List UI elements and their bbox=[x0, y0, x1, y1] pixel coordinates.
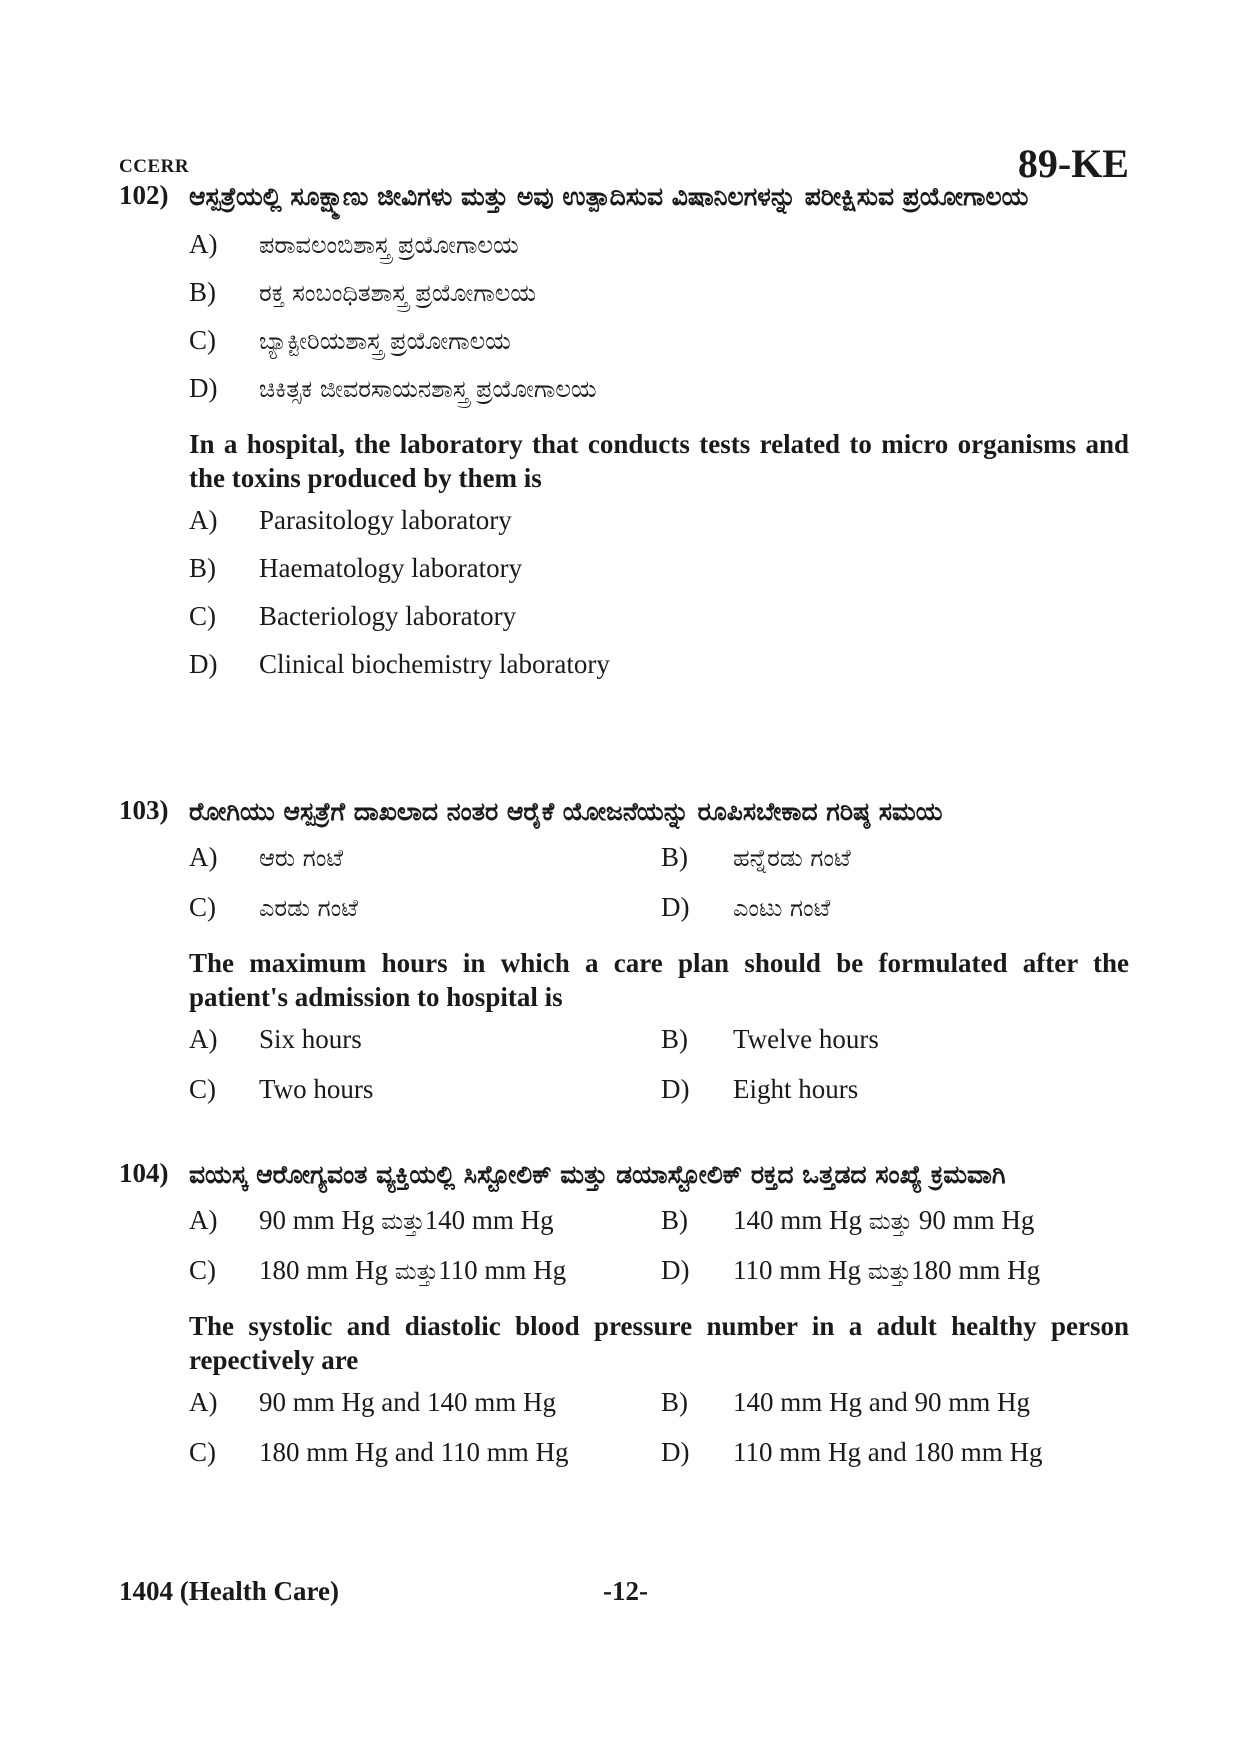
options-cd-english: C) Two hours D) Eight hours bbox=[189, 1074, 859, 1104]
question-text-kannada: ರೋಗಿಯು ಆಸ್ಪತ್ರೆಗೆ ದಾಖಲಾದ ನಂತರ ಆರೈಕೆ ಯೋಜನೆಯನ್ನು ರೂಪಿಸಬೇಕಾದ ಗರಿಷ್ಠ ಸಮಯ bbox=[189, 797, 943, 826]
option-a-kannada: A) ಪರಾವಲಂಬಿಶಾಸ್ತ್ರ ಪ್ರಯೋಗಾಲಯ bbox=[189, 229, 519, 259]
page-number: -12- bbox=[603, 1576, 648, 1606]
question-103 bbox=[119, 795, 1129, 1124]
option-a-english: A) Parasitology laboratory bbox=[189, 505, 512, 535]
option-d-english: D) Clinical biochemistry laboratory bbox=[189, 649, 610, 679]
question-102 bbox=[119, 180, 1129, 697]
question-104 bbox=[119, 1158, 1129, 1487]
footer-subject: 1404 (Health Care) bbox=[119, 1576, 339, 1606]
option-b-english: B) Haematology laboratory bbox=[189, 553, 523, 583]
question-text-english: The maximum hours in which a care plan should be formulated after the patient's admission to hospital is bbox=[189, 948, 1129, 1012]
question-number: 103) bbox=[119, 795, 169, 825]
header-code: CCERR bbox=[119, 156, 190, 177]
options-ab-english: A) 90 mm Hg and 140 mm Hg B) 140 mm Hg and 90 mm Hg bbox=[189, 1387, 1030, 1417]
options-cd-kannada: C) 180 mm Hg ಮತ್ತು110 mm Hg D) 110 mm Hg ಮತ್ತು180 mm Hg bbox=[189, 1255, 1041, 1285]
option-d-kannada: D) ಚಿಕಿತ್ಸಕ ಜೀವರಸಾಯನಶಾಸ್ತ್ರ ಪ್ರಯೋಗಾಲಯ bbox=[189, 373, 597, 403]
options-ab-kannada: A) 90 mm Hg ಮತ್ತು140 mm Hg B) 140 mm Hg ಮತ್ತು 90 mm Hg bbox=[189, 1205, 1035, 1235]
options-cd-kannada: C) ಎರಡು ಗಂಟೆ D) ಎಂಟು ಗಂಟೆ bbox=[189, 892, 831, 922]
paper-code: 89-KE bbox=[1017, 141, 1129, 186]
option-b-kannada: B) ರಕ್ತ ಸಂಬಂಧಿತಶಾಸ್ತ್ರ ಪ್ರಯೋಗಾಲಯ bbox=[189, 277, 537, 307]
question-text-kannada: ಆಸ್ಪತ್ರೆಯಲ್ಲಿ ಸೂಕ್ಷ್ಮಾಣು ಜೀವಿಗಳು ಮತ್ತು ಅವು ಉತ್ಪಾದಿಸುವ ವಿಷಾನಿಲಗಳನ್ನು ಪರೀಕ್ಷಿಸುವ ಪ್ರಯೋಗಾಲಯ bbox=[189, 182, 1029, 211]
question-number: 102) bbox=[119, 180, 169, 210]
option-c-english: C) Bacteriology laboratory bbox=[189, 601, 517, 631]
question-text-english: In a hospital, the laboratory that conducts tests related to micro organisms and the toxins produced by them is bbox=[189, 429, 1129, 493]
options-ab-english: A) Six hours B) Twelve hours bbox=[189, 1024, 879, 1054]
question-text-english: The systolic and diastolic blood pressure number in a adult healthy person repectively are bbox=[189, 1311, 1129, 1375]
options-cd-english: C) 180 mm Hg and 110 mm Hg D) 110 mm Hg and 180 mm Hg bbox=[189, 1437, 1043, 1467]
option-c-kannada: C) ಬ್ಯಾಕ್ಟೀರಿಯಶಾಸ್ತ್ರ ಪ್ರಯೋಗಾಲಯ bbox=[189, 325, 511, 355]
options-ab-kannada: A) ಆರು ಗಂಟೆ B) ಹನ್ನೆರಡು ಗಂಟೆ bbox=[189, 842, 851, 872]
question-text-kannada: ವಯಸ್ಕ ಆರೋಗ್ಯವಂತ ವ್ಯಕ್ತಿಯಲ್ಲಿ ಸಿಸ್ಟೋಲಿಕ್ ಮತ್ತು ಡಯಾಸ್ಟೋಲಿಕ್ ರಕ್ತದ ಒತ್ತಡದ ಸಂಖ್ಯೆ ಕ್ರಮವಾಗಿ bbox=[189, 1160, 1006, 1189]
question-number: 104) bbox=[119, 1158, 169, 1188]
